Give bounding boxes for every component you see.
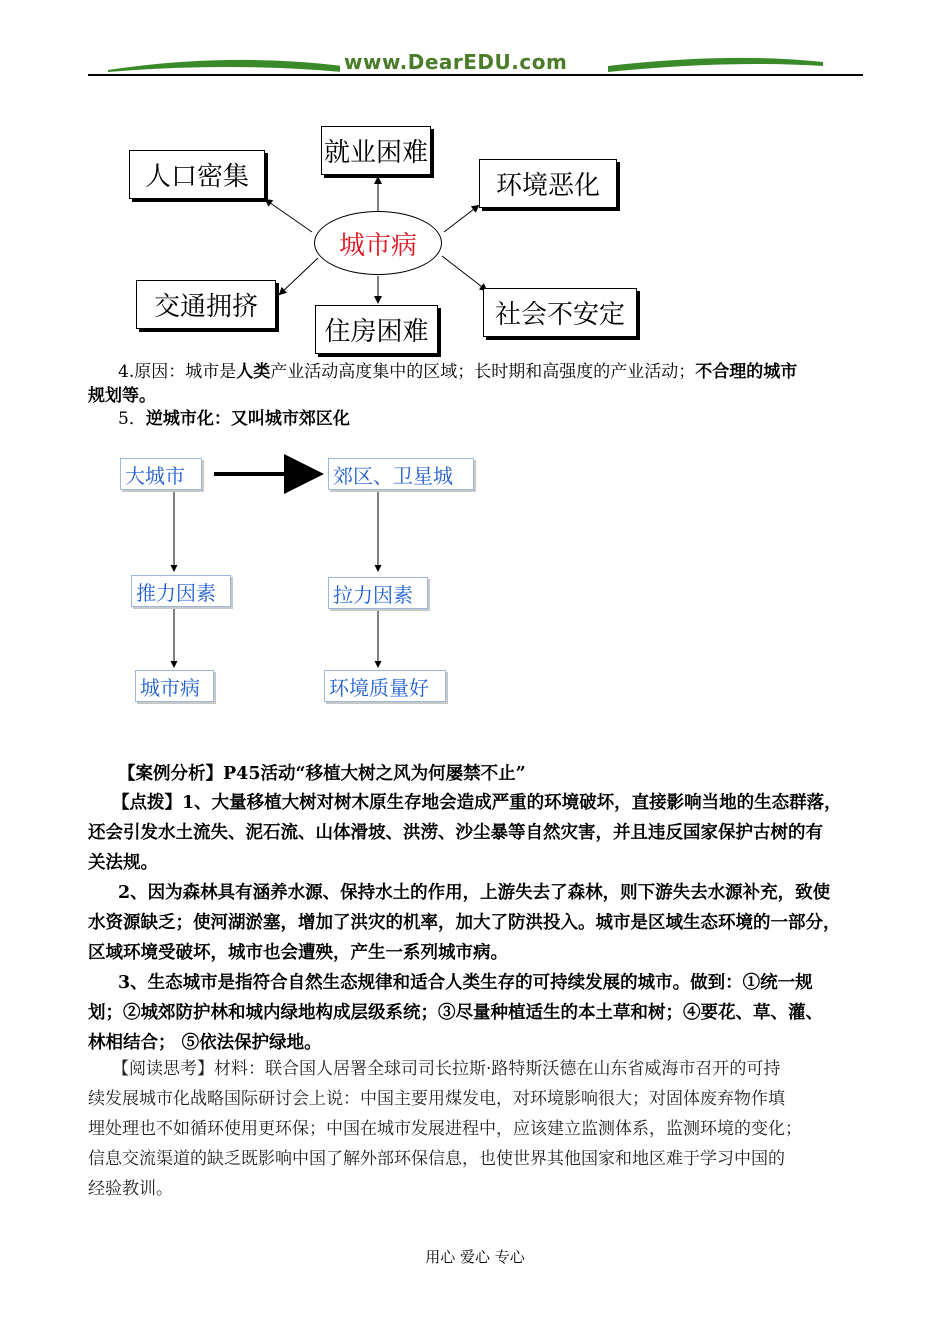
counter-urbanization-heading: 5．逆城市化：又叫城市郊区化	[118, 409, 350, 429]
case-heading: 【案例分析】P45活动“移植大树之风为何屡禁不止”	[118, 764, 526, 784]
case-point-3: 3、生态城市是指符合自然生态规律和适合人类生存的可持续发展的城市。做到：①统一规 划；②城郊防护林和城内绿地构成层级系统；③尽量种植适生的本土草和树；④要花、草、灌、 林相结合； ⑤依法保护绿地。	[88, 973, 823, 1053]
box-urban-disease: 城市病	[135, 670, 214, 702]
box-pull-factors: 拉力因素	[328, 577, 428, 609]
node-social-unrest: 社会不安定	[483, 288, 637, 337]
case-point-1: 【点拨】1、大量移植大树对树木原生存地会造成严重的环境破坏，直接影响当地的生态群落， 还会引发水土流失、泥石流、山体滑坡、洪涝、沙尘暴等自然灾害，并且违反国家保护古树的有 关法规。	[88, 793, 842, 873]
node-housing: 住房困难	[315, 305, 438, 354]
node-population: 人口密集	[129, 150, 265, 199]
footer-motto: 用心 爱心 专心	[425, 1248, 525, 1266]
box-good-environment: 环境质量好	[324, 670, 446, 702]
header-site-logo: www.DearEDU.com	[340, 50, 571, 74]
cause-line-2: 规划等。	[88, 386, 156, 406]
box-push-factors: 推力因素	[131, 575, 231, 607]
node-environment: 环境恶化	[479, 159, 617, 208]
box-suburb-satellite: 郊区、卫星城	[328, 458, 474, 490]
case-point-2: 2、因为森林具有涵养水源、保持水土的作用，上游失去了森林，则下游失去水源补充，致使 水资源缺乏；使河湖淤塞，增加了洪灾的机率，加大了防洪投入。城市是区域生态环境的一部分， 区域环境受破坏，城市也会遭殃，产生一系列城市病。	[88, 883, 841, 963]
reading-reflection: 【阅读思考】材料：联合国人居署全球司司长拉斯·路特斯沃德在山东省威海市召开的可持 续发展城市化战略国际研讨会上说：中国主要用煤发电，对环境影响很大；对固体废弃物作填 埋处理也不如循环使用更环保；中国在城市发展进程中，应该建立监测体系，监测环境的变化； 信息交流渠道的缺乏既影响中国了解外部环保信息，也使世界其他国家和地区难于学习中国的 经验教训。	[88, 1059, 802, 1199]
node-traffic: 交通拥挤	[136, 280, 276, 329]
cause-line-1: 4.原因：城市是人类产业活动高度集中的区域；长时期和高强度的产业活动；不合理的城市	[118, 362, 798, 382]
node-employment: 就业困难	[321, 126, 431, 175]
box-big-city: 大城市	[120, 458, 202, 490]
center-urban-disease: 城市病	[314, 211, 442, 275]
